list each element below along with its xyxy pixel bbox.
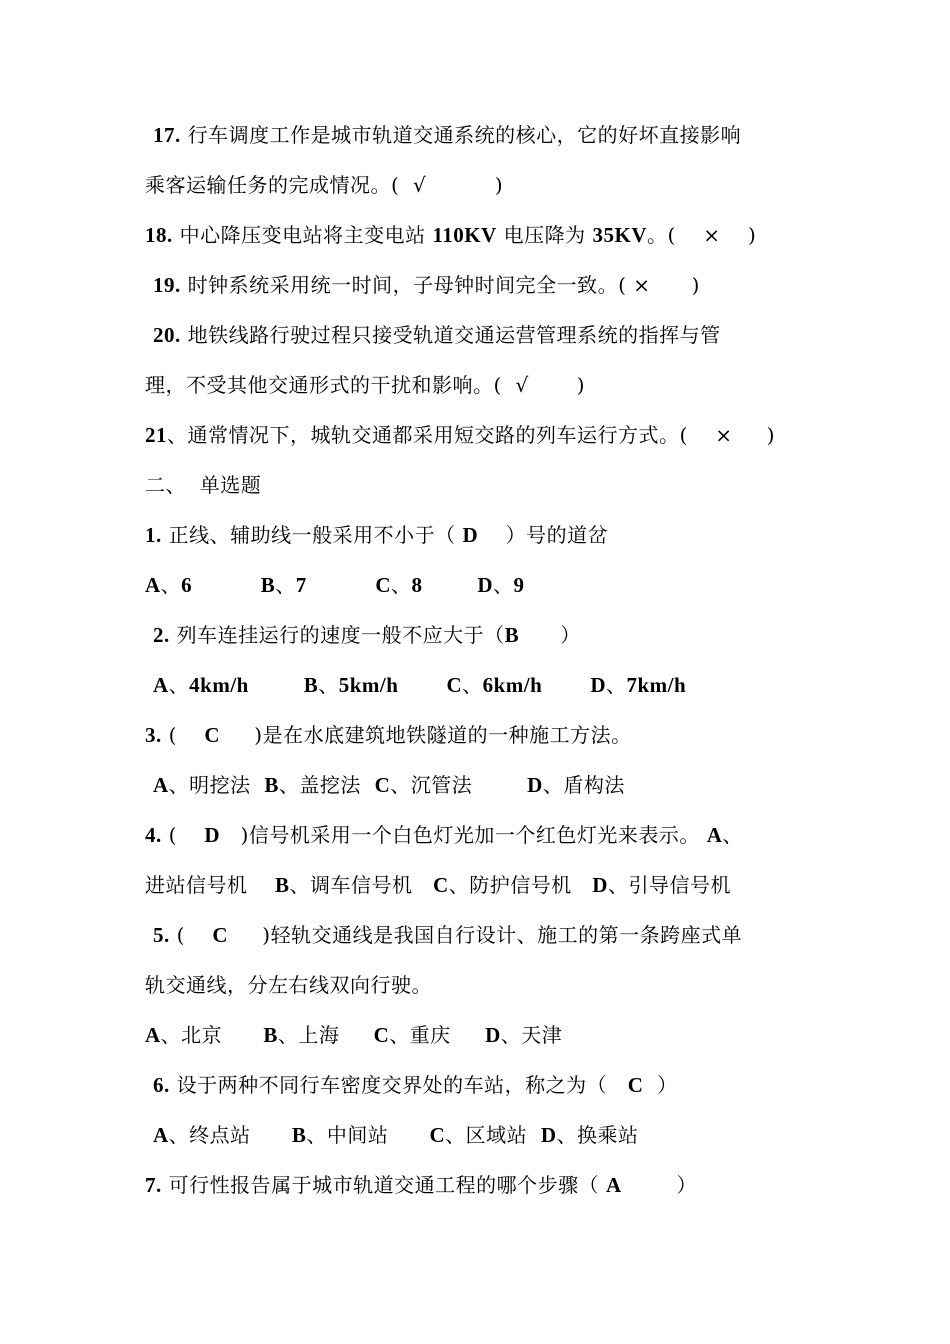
bold-text: 7 — [295, 573, 307, 597]
bold-text: A — [706, 823, 723, 847]
text-segment: 、 — [168, 673, 190, 697]
text-line — [153, 610, 833, 660]
text-segment: 、明挖法 — [168, 773, 265, 797]
bold-text: 110KV — [432, 223, 497, 247]
text-line — [145, 960, 825, 1010]
text-line — [153, 910, 833, 960]
bold-text: 35KV — [592, 223, 648, 247]
text-segment: ） — [643, 1073, 678, 1097]
text-line — [145, 210, 825, 260]
bold-text: B — [291, 1123, 307, 1147]
text-segment: 、盾构法 — [542, 773, 625, 797]
bold-text: 17. — [153, 123, 181, 147]
text-segment: 、 — [318, 673, 339, 697]
bold-text: 19. — [153, 273, 181, 297]
text-segment: 、 — [160, 573, 182, 597]
bold-text: 20. — [153, 323, 181, 347]
text-segment: 、沉管法 — [390, 773, 528, 797]
text-segment: ( — [161, 823, 205, 847]
text-segment: 、北京 — [160, 1023, 264, 1047]
bold-text: 4. — [145, 823, 162, 847]
text-line — [153, 310, 833, 360]
bold-text: 7. — [145, 1173, 162, 1197]
bold-text: D — [527, 773, 543, 797]
bold-text: B — [303, 673, 319, 697]
bold-text: A — [153, 1123, 169, 1147]
bold-text: 7km/h — [626, 673, 687, 697]
bold-text: B — [264, 773, 279, 797]
text-segment: 、盖挖法 — [278, 773, 375, 797]
bold-text: A — [145, 1023, 161, 1047]
bold-text: B — [263, 1023, 278, 1047]
text-segment: 二、 单选题 — [145, 473, 262, 497]
text-segment: ( — [161, 723, 205, 747]
bold-text: 5km/h — [338, 673, 399, 697]
text-line — [153, 660, 833, 710]
text-segment: 设于两种不同行车密度交界处的车站，称之为（ — [169, 1073, 628, 1097]
text-segment: 、引导信号机 — [607, 873, 731, 897]
text-segment: ( — [169, 923, 213, 947]
bold-text: C — [375, 573, 392, 597]
text-segment: 、终点站 — [168, 1123, 292, 1147]
bold-text: 6 — [181, 573, 193, 597]
bold-text: 8 — [411, 573, 423, 597]
text-segment: 、上海 — [277, 1023, 374, 1047]
text-segment: 、防护信号机 — [448, 873, 593, 897]
bold-text: C — [374, 773, 391, 797]
text-segment: 乘客运输任务的完成情况。( √ ) — [145, 173, 504, 197]
text-segment: 、 — [722, 823, 743, 847]
bold-text: A — [605, 1173, 622, 1197]
bold-text: 2. — [153, 623, 170, 647]
bold-text: D — [462, 523, 479, 547]
text-segment: )是在水底建筑地铁隧道的一种施工方法。 — [220, 723, 632, 747]
text-segment: 、通常情况下，城轨交通都采用短交路的列车运行方式。( × ) — [167, 423, 776, 447]
text-segment: 列车连挂运行的速度一般不应大于（ — [169, 623, 505, 647]
text-segment: 轨交通线，分左右线双向行驶。 — [145, 973, 432, 997]
bold-text: D — [540, 1123, 557, 1147]
bold-text: 3. — [145, 723, 162, 747]
text-line — [145, 460, 825, 510]
text-line — [145, 710, 825, 760]
text-segment: 地铁线路行驶过程只接受轨道交通运营管理系统的指挥与管 — [180, 323, 721, 347]
bold-text: A — [153, 673, 169, 697]
text-segment: 、 — [391, 573, 412, 597]
text-segment: )信号机采用一个白色灯光加一个红色灯光来表示。 — [220, 823, 707, 847]
bold-text: C — [204, 723, 221, 747]
text-segment — [542, 673, 590, 697]
text-line — [153, 110, 833, 160]
text-segment: 、 — [275, 573, 296, 597]
bold-text: D — [592, 873, 608, 897]
text-segment — [192, 573, 261, 597]
bold-text: A — [145, 573, 161, 597]
bold-text: 4km/h — [189, 673, 249, 697]
text-line — [145, 1160, 825, 1210]
text-line — [153, 1110, 833, 1160]
text-segment: 时钟系统采用统一时间，子母钟时间完全一致。( × ) — [180, 273, 700, 297]
text-segment: 、调车信号机 — [289, 873, 434, 897]
bold-text: 6km/h — [482, 673, 543, 697]
text-segment: 可行性报告属于城市轨道交通工程的哪个步骤（ — [161, 1173, 606, 1197]
text-segment: 进站信号机 — [145, 873, 275, 897]
text-segment: ） — [621, 1173, 697, 1197]
bold-text: 18. — [145, 223, 173, 247]
bold-text: C — [373, 1023, 390, 1047]
text-line — [145, 860, 825, 910]
text-segment: 中心降压变电站将主变电站 — [172, 223, 433, 247]
text-segment — [423, 573, 478, 597]
text-segment — [307, 573, 376, 597]
bold-text: C — [212, 923, 229, 947]
text-line — [145, 510, 825, 560]
bold-text: C — [429, 1123, 446, 1147]
text-line — [145, 360, 825, 410]
text-line — [145, 560, 825, 610]
bold-text: C — [627, 1073, 644, 1097]
text-segment: 电压降为 — [496, 223, 593, 247]
bold-text: D — [485, 1023, 501, 1047]
text-segment: 、天津 — [500, 1023, 563, 1047]
text-segment: 、换乘站 — [556, 1123, 639, 1147]
bold-text: D — [590, 673, 606, 697]
text-segment: ） — [519, 623, 581, 647]
text-segment: 、 — [605, 673, 627, 697]
text-segment: 理，不受其他交通形式的干扰和影响。( √ ) — [145, 373, 586, 397]
text-segment: 、 — [462, 673, 483, 697]
text-line — [145, 1010, 825, 1060]
bold-text: 1. — [145, 523, 162, 547]
text-line — [145, 810, 825, 860]
bold-text: 5. — [153, 923, 170, 947]
text-line — [153, 1060, 833, 1110]
text-segment: )轻轨交通线是我国自行设计、施工的第一条跨座式单 — [228, 923, 743, 947]
bold-text: D — [477, 573, 494, 597]
bold-text: C — [433, 873, 449, 897]
text-line — [145, 160, 825, 210]
bold-text: C — [446, 673, 463, 697]
bold-text: A — [153, 773, 169, 797]
text-segment: 。( × ) — [647, 223, 757, 247]
text-segment: ）号的道岔 — [478, 523, 609, 547]
bold-text: 21 — [145, 423, 167, 447]
text-line — [153, 760, 833, 810]
text-segment: 、 — [493, 573, 514, 597]
bold-text: D — [204, 823, 221, 847]
bold-text: B — [260, 573, 276, 597]
text-segment — [249, 673, 304, 697]
text-line — [145, 410, 825, 460]
text-segment: 、区域站 — [445, 1123, 541, 1147]
text-line — [153, 260, 833, 310]
text-segment: 正线、辅助线一般采用不小于（ — [161, 523, 463, 547]
text-segment: 、中间站 — [306, 1123, 430, 1147]
text-segment: 、重庆 — [389, 1023, 486, 1047]
text-segment: 行车调度工作是城市轨道交通系统的核心，它的好坏直接影响 — [180, 123, 742, 147]
bold-text: 9 — [513, 573, 525, 597]
text-segment — [398, 673, 446, 697]
bold-text: 6. — [153, 1073, 170, 1097]
bold-text: B — [504, 623, 520, 647]
bold-text: B — [274, 873, 290, 897]
